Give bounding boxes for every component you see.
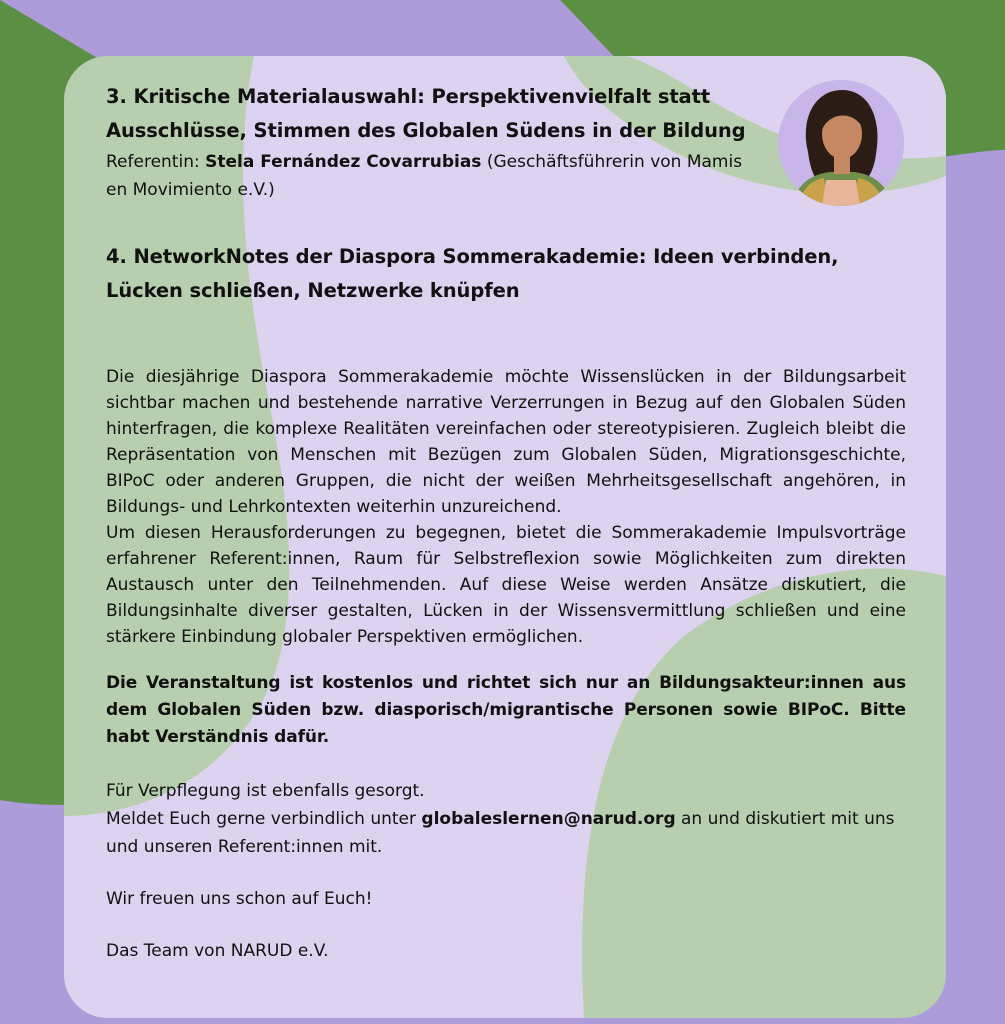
body-paragraph-2: Um diesen Herausforderungen zu begegnen, bietet die Sommerakademie Impulsvorträge erfahrener Referent:innen, Raum für Selbstreflexion sowie Möglichkeiten zum direkten Austausch unter den Teilnehmenden. Auf diese Weise werden Ansätze diskutiert, die Bildungsinhalte diverser gestalten, Lücken in der Wissensvermittlung schließen und eine stärkere Einbindung globaler Perspektiven ermöglichen. (106, 523, 906, 647)
catering-text: Für Verpflegung ist ebenfalls gesorgt. (106, 781, 425, 801)
main-content (106, 80, 906, 965)
session3-speaker (106, 148, 756, 204)
session3-heading-line1: 3. Kritische Materialauswahl: Perspektivenvielfalt statt (106, 85, 711, 108)
notice-paragraph: Die Veranstaltung ist kostenlos und richtet sich nur an Bildungsakteur:innen aus dem Globalen Süden bzw. diasporisch/migrantische Personen sowie BIPoC. Bitte habt Verständnis dafür. (106, 673, 906, 747)
session3-heading-line2: Ausschlüsse, Stimmen des Globalen Südens in der Bildung (106, 119, 746, 142)
signature-text: Das Team von NARUD e.V. (106, 941, 329, 961)
registration-text (106, 805, 906, 861)
register-suffix: an und diskutiert mit uns und unseren Referent:innen mit. (106, 809, 895, 857)
speaker-prefix: Referentin: (106, 152, 206, 172)
speaker-name: Stela Fernández Covarrubias (205, 152, 482, 172)
register-prefix: Meldet Euch gerne verbindlich unter (106, 809, 422, 829)
email-link[interactable]: globaleslernen@narud.org (421, 809, 676, 829)
session4-heading-line2: Lücken schließen, Netzwerke knüpfen (106, 279, 520, 302)
speaker-role: (Geschäftsführerin von Mamis en Movimiento e.V.) (106, 152, 743, 200)
body-paragraph-1: Die diesjährige Diaspora Sommerakademie möchte Wissenslücken in der Bildungsarbeit sichtbar machen und bestehende narrative Verzerrungen in Bezug auf den Globalen Süden hinterfragen, die komplexe Realitäten vereinfachen oder stereotypisieren. Zugleich bleibt die Repräsentation von Menschen mit Bezügen zum Globalen Süden, Migrationsgeschichte, BIPoC oder anderen Gruppen, die nicht der weißen Mehrheitsgesellschaft angehören, in Bildungs- und Lehrkontexten weiterhin unzureichend. (106, 367, 906, 517)
session4-heading-line1: 4. NetworkNotes der Diaspora Sommerakademie: Ideen verbinden, (106, 245, 839, 268)
greeting-text: Wir freuen uns schon auf Euch! (106, 889, 373, 909)
